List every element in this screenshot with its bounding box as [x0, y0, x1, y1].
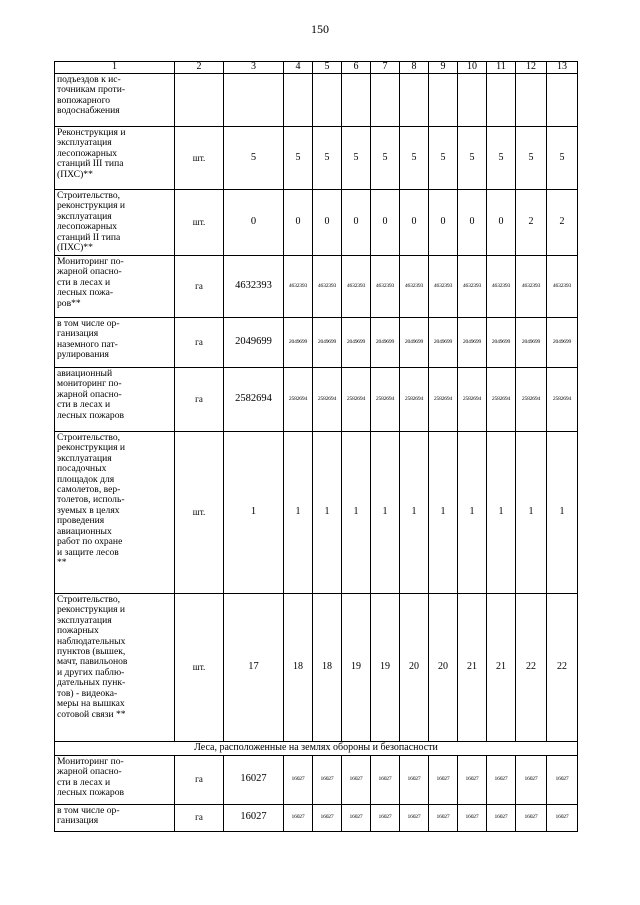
- year-value-cell: 16027: [516, 755, 547, 804]
- year-value-cell: 2049699: [371, 317, 400, 367]
- base-value-cell: 17: [224, 593, 284, 741]
- column-header: 1: [55, 62, 175, 74]
- year-value-cell: 2582694: [400, 367, 429, 431]
- base-value-cell: 16027: [224, 755, 284, 804]
- table-header-row: [55, 62, 578, 74]
- unit-cell: га: [175, 755, 224, 804]
- year-value-cell: 2582694: [284, 367, 313, 431]
- year-value-cell: 21: [487, 593, 516, 741]
- year-value-cell: 4632393: [547, 255, 578, 317]
- year-value-cell: 2049699: [487, 317, 516, 367]
- year-value-cell: 16027: [400, 804, 429, 831]
- year-value-cell: 16027: [342, 804, 371, 831]
- year-value-cell: 4632393: [400, 255, 429, 317]
- year-value-cell: 19: [342, 593, 371, 741]
- year-value-cell: 5: [458, 127, 487, 190]
- base-value-cell: 5: [224, 127, 284, 190]
- year-value-cell: 16027: [547, 804, 578, 831]
- column-header: 3: [224, 62, 284, 74]
- row-name-cell: Мониторинг по- жарной опасно- сти в лесах и лесных пожа- ров**: [55, 255, 175, 317]
- base-value-cell: 0: [224, 190, 284, 256]
- year-value-cell: 1: [284, 431, 313, 593]
- section-title: Леса, расположенные на землях обороны и безопасности: [55, 741, 578, 755]
- table-row: [55, 255, 578, 317]
- year-value-cell: 1: [547, 431, 578, 593]
- column-header: 13: [547, 62, 578, 74]
- base-value-cell: 2049699: [224, 317, 284, 367]
- unit-cell: шт.: [175, 127, 224, 190]
- year-value-cell: 2582694: [547, 367, 578, 431]
- year-value-cell: 0: [458, 190, 487, 256]
- unit-cell: га: [175, 804, 224, 831]
- row-name-cell: в том числе ор- ганизация: [55, 804, 175, 831]
- year-value-cell: 2582694: [458, 367, 487, 431]
- column-header: 4: [284, 62, 313, 74]
- year-value-cell: 5: [313, 127, 342, 190]
- table-row: [55, 317, 578, 367]
- year-value-cell: 2049699: [458, 317, 487, 367]
- year-value-cell: 5: [429, 127, 458, 190]
- year-value-cell: 20: [400, 593, 429, 741]
- table-row: [55, 127, 578, 190]
- year-value-cell: [516, 74, 547, 127]
- column-header: 9: [429, 62, 458, 74]
- year-value-cell: 16027: [371, 804, 400, 831]
- year-value-cell: [284, 74, 313, 127]
- column-header: 5: [313, 62, 342, 74]
- year-value-cell: [313, 74, 342, 127]
- base-value-cell: 16027: [224, 804, 284, 831]
- row-name-cell: Строительство, реконструкция и эксплуатация лесопожарных станций II типа (ПХС)**: [55, 190, 175, 256]
- year-value-cell: 1: [516, 431, 547, 593]
- year-value-cell: 16027: [313, 755, 342, 804]
- year-value-cell: 5: [284, 127, 313, 190]
- row-name-cell: в том числе ор- ганизация наземного пат- рулирования: [55, 317, 175, 367]
- year-value-cell: 5: [371, 127, 400, 190]
- table-row: [55, 431, 578, 593]
- year-value-cell: 0: [342, 190, 371, 256]
- row-name-cell: Строительство, реконструкция и эксплуатация пожарных наблюдательных пунктов (вышек, мачт, павильонов и других паблю- дательных пунк- тов) - видеока- меры на вышках сотовой связи **: [55, 593, 175, 741]
- year-value-cell: 2582694: [371, 367, 400, 431]
- unit-cell: га: [175, 255, 224, 317]
- year-value-cell: 2582694: [516, 367, 547, 431]
- column-header: 11: [487, 62, 516, 74]
- year-value-cell: 4632393: [284, 255, 313, 317]
- base-value-cell: 2582694: [224, 367, 284, 431]
- year-value-cell: 16027: [400, 755, 429, 804]
- base-value-cell: [224, 74, 284, 127]
- year-value-cell: 1: [313, 431, 342, 593]
- year-value-cell: 22: [547, 593, 578, 741]
- year-value-cell: 1: [458, 431, 487, 593]
- section-header-row: [55, 741, 578, 755]
- unit-cell: га: [175, 317, 224, 367]
- year-value-cell: 2049699: [284, 317, 313, 367]
- column-header: 6: [342, 62, 371, 74]
- row-name-cell: подъездов к ис- точникам проти- вопожарного водоснабжения: [55, 74, 175, 127]
- year-value-cell: 5: [547, 127, 578, 190]
- unit-cell: шт.: [175, 190, 224, 256]
- year-value-cell: [487, 74, 516, 127]
- year-value-cell: 4632393: [313, 255, 342, 317]
- year-value-cell: 4632393: [371, 255, 400, 317]
- table-row: [55, 190, 578, 256]
- table-row: [55, 593, 578, 741]
- year-value-cell: 1: [400, 431, 429, 593]
- unit-cell: га: [175, 367, 224, 431]
- year-value-cell: [400, 74, 429, 127]
- year-value-cell: 16027: [458, 755, 487, 804]
- year-value-cell: 18: [313, 593, 342, 741]
- year-value-cell: 2049699: [429, 317, 458, 367]
- row-name-cell: Мониторинг по- жарной опасно- сти в лесах и лесных пожаров: [55, 755, 175, 804]
- unit-cell: шт.: [175, 593, 224, 741]
- unit-cell: [175, 74, 224, 127]
- year-value-cell: 1: [487, 431, 516, 593]
- column-header: 8: [400, 62, 429, 74]
- year-value-cell: 5: [342, 127, 371, 190]
- year-value-cell: 4632393: [342, 255, 371, 317]
- year-value-cell: 16027: [429, 755, 458, 804]
- year-value-cell: 16027: [547, 755, 578, 804]
- column-header: 12: [516, 62, 547, 74]
- year-value-cell: 0: [487, 190, 516, 256]
- year-value-cell: 4632393: [516, 255, 547, 317]
- year-value-cell: 18: [284, 593, 313, 741]
- year-value-cell: 2582694: [487, 367, 516, 431]
- table-row: [55, 367, 578, 431]
- year-value-cell: [429, 74, 458, 127]
- data-table: [54, 61, 578, 832]
- year-value-cell: 16027: [284, 804, 313, 831]
- year-value-cell: 2049699: [400, 317, 429, 367]
- year-value-cell: 19: [371, 593, 400, 741]
- year-value-cell: 0: [429, 190, 458, 256]
- year-value-cell: 5: [400, 127, 429, 190]
- base-value-cell: 4632393: [224, 255, 284, 317]
- year-value-cell: 5: [487, 127, 516, 190]
- year-value-cell: 16027: [487, 804, 516, 831]
- row-name-cell: Реконструкция и эксплуатация лесопожарных станций III типа (ПХС)**: [55, 127, 175, 190]
- table-row: [55, 804, 578, 831]
- row-name-cell: Строительство, реконструкция и эксплуатация посадочных площадок для самолетов, вер- толетов, исполь- зуемых в целях проведения авиационных работ по охране и защите лесов **: [55, 431, 175, 593]
- table-row: [55, 74, 578, 127]
- year-value-cell: 16027: [284, 755, 313, 804]
- year-value-cell: 16027: [342, 755, 371, 804]
- year-value-cell: 4632393: [487, 255, 516, 317]
- year-value-cell: 2049699: [547, 317, 578, 367]
- year-value-cell: 16027: [429, 804, 458, 831]
- unit-cell: шт.: [175, 431, 224, 593]
- year-value-cell: 4632393: [458, 255, 487, 317]
- year-value-cell: [342, 74, 371, 127]
- year-value-cell: 0: [284, 190, 313, 256]
- year-value-cell: 0: [313, 190, 342, 256]
- year-value-cell: 4632393: [429, 255, 458, 317]
- year-value-cell: 0: [400, 190, 429, 256]
- year-value-cell: 2: [516, 190, 547, 256]
- year-value-cell: 20: [429, 593, 458, 741]
- year-value-cell: 21: [458, 593, 487, 741]
- year-value-cell: [458, 74, 487, 127]
- page-number: 150: [311, 22, 329, 36]
- column-header: 10: [458, 62, 487, 74]
- column-header: 2: [175, 62, 224, 74]
- row-name-cell: авиационный мониторинг по- жарной опасно- сти в лесах и лесных пожаров: [55, 367, 175, 431]
- year-value-cell: 16027: [371, 755, 400, 804]
- column-header: 7: [371, 62, 400, 74]
- year-value-cell: 16027: [487, 755, 516, 804]
- year-value-cell: 16027: [313, 804, 342, 831]
- year-value-cell: 5: [516, 127, 547, 190]
- year-value-cell: 16027: [516, 804, 547, 831]
- year-value-cell: [547, 74, 578, 127]
- year-value-cell: 2049699: [313, 317, 342, 367]
- year-value-cell: 2582694: [429, 367, 458, 431]
- base-value-cell: 1: [224, 431, 284, 593]
- year-value-cell: 2582694: [342, 367, 371, 431]
- year-value-cell: [371, 74, 400, 127]
- year-value-cell: 2582694: [313, 367, 342, 431]
- year-value-cell: 1: [342, 431, 371, 593]
- year-value-cell: 2049699: [342, 317, 371, 367]
- year-value-cell: 0: [371, 190, 400, 256]
- year-value-cell: 1: [371, 431, 400, 593]
- year-value-cell: 22: [516, 593, 547, 741]
- year-value-cell: 2: [547, 190, 578, 256]
- year-value-cell: 1: [429, 431, 458, 593]
- year-value-cell: 2049699: [516, 317, 547, 367]
- year-value-cell: 16027: [458, 804, 487, 831]
- table-row: [55, 755, 578, 804]
